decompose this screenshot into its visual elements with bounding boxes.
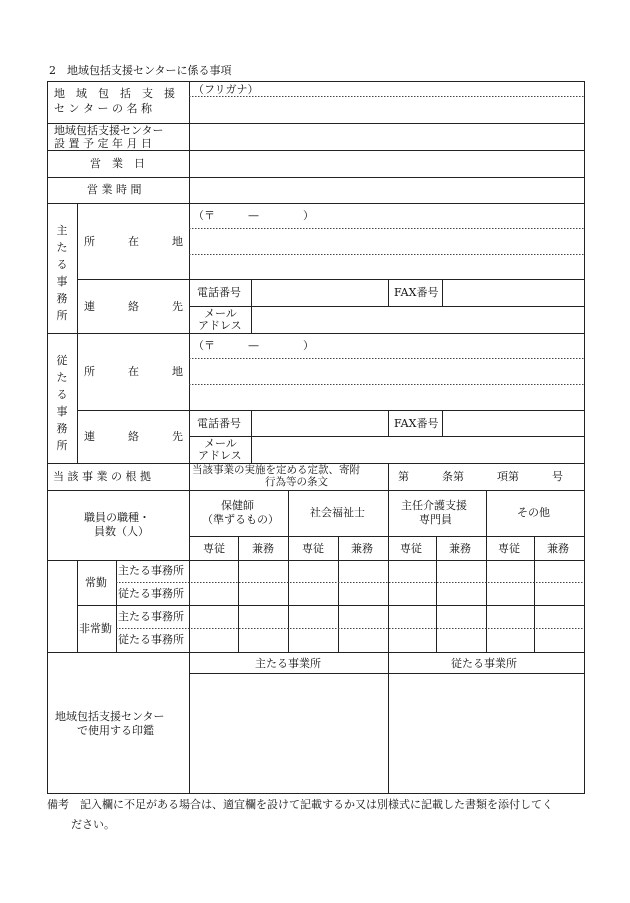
note-line1: 備考 記入欄に不足がある場合は、適宜欄を設けて記載するか又は別様式に記載した書類を添付してく [47,798,553,811]
sub-email-label-line2: アドレス [198,449,242,462]
furigana-field[interactable] [192,83,582,96]
center-name-label-line1: 地 域 包 括 支 援 [54,87,175,100]
business-hours-label: 営 業 時 間 [87,183,142,196]
seal-sub-office-area[interactable] [390,675,583,793]
seal-main-office-header: 主たる事業所 [255,657,321,670]
main-email-label-line2: アドレス [198,319,242,332]
sub-address-field[interactable] [192,336,582,409]
sub-phone-label: 電話番号 [197,417,241,430]
sub-email-label-line1: メール [204,437,237,450]
business-days-field[interactable] [192,152,582,176]
sub-office-vertical-label: 従 た る 事 務 所 [56,354,68,452]
main-email-label-line1: メール [204,307,237,320]
col-public-health-line2: （準ずるもの） [202,513,279,526]
basis-article: 第 条第 項第 号 [398,470,563,483]
business-hours-field[interactable] [192,179,582,202]
seal-sub-office-header: 従たる事業所 [451,657,517,670]
nonregular-main-office-label: 主たる事務所 [118,610,184,623]
sub-header-concurrent: 兼務 [547,542,569,555]
sub-header-full: 専従 [302,542,324,555]
main-phone-label: 電話番号 [197,286,241,299]
col-public-health-line1: 保健師 [221,499,254,512]
sub-email-field[interactable] [254,438,582,462]
sub-postal-label: （〒 — ） [193,339,314,352]
seal-main-office-area[interactable] [191,675,387,793]
main-address-field[interactable] [192,206,582,278]
sub-header-concurrent: 兼務 [252,542,274,555]
seal-label-line1: 地域包括支援センター [55,710,165,723]
sub-location-label: 所 在 地 [84,365,183,378]
col-care-manager-line1: 主任介護支援 [401,499,467,512]
seal-label-line2: で使用する印鑑 [77,724,154,737]
main-postal-label: （〒 — ） [193,209,314,222]
regular-sub-office-label: 従たる事務所 [118,587,184,600]
establish-date-label-line2: 設 置 予 定 年 月 日 [54,137,152,150]
establish-date-label-line1: 地域包括支援センター [54,124,164,137]
regular-main-office-label: 主たる事務所 [118,564,184,577]
sub-phone-field[interactable] [254,412,386,435]
nonregular-label: 非常勤 [79,622,112,635]
main-office-vertical-label: 主 た る 事 務 所 [56,224,68,322]
sub-fax-field[interactable] [445,412,582,435]
col-care-manager-line2: 専門員 [419,513,452,526]
main-contact-label: 連 絡 先 [84,300,183,313]
main-email-field[interactable] [254,308,582,332]
furigana-label: （フリガナ） [193,83,259,96]
sub-header-full: 専従 [498,542,520,555]
main-phone-field[interactable] [254,281,386,305]
regular-label: 常勤 [85,576,107,589]
note-line2: ださい。 [71,818,115,831]
sub-header-concurrent: 兼務 [351,542,373,555]
main-fax-field[interactable] [445,281,582,305]
basis-label: 当 該 事 業 の 根 拠 [53,470,151,483]
sub-contact-label: 連 絡 先 [84,430,183,443]
sub-header-concurrent: 兼務 [449,542,471,555]
establish-date-field[interactable] [192,125,582,149]
sub-header-full: 専従 [400,542,422,555]
sub-header-full: 専従 [203,542,225,555]
staff-count-grid[interactable] [191,562,583,651]
section-heading: 2 地域包括支援センターに係る事項 [49,64,232,77]
staff-label-line1: 職員の職種・ [84,511,150,524]
center-name-field[interactable] [192,97,582,122]
nonregular-sub-office-label: 従たる事務所 [118,633,184,646]
staff-label-line2: 員数（人） [94,525,149,538]
main-fax-label: FAX番号 [394,286,439,299]
main-location-label: 所 在 地 [84,235,183,248]
basis-desc-line2: 行為等の条文 [265,476,328,488]
basis-desc-line1: 当該事業の実施を定める定款、寄附 [192,464,360,476]
center-name-label-line2: セ ン タ ー の 名 称 [54,102,152,115]
business-days-label: 営 業 日 [90,157,145,170]
col-other: その他 [517,506,550,519]
sub-fax-label: FAX番号 [394,417,439,430]
col-social-worker: 社会福祉士 [310,506,365,519]
